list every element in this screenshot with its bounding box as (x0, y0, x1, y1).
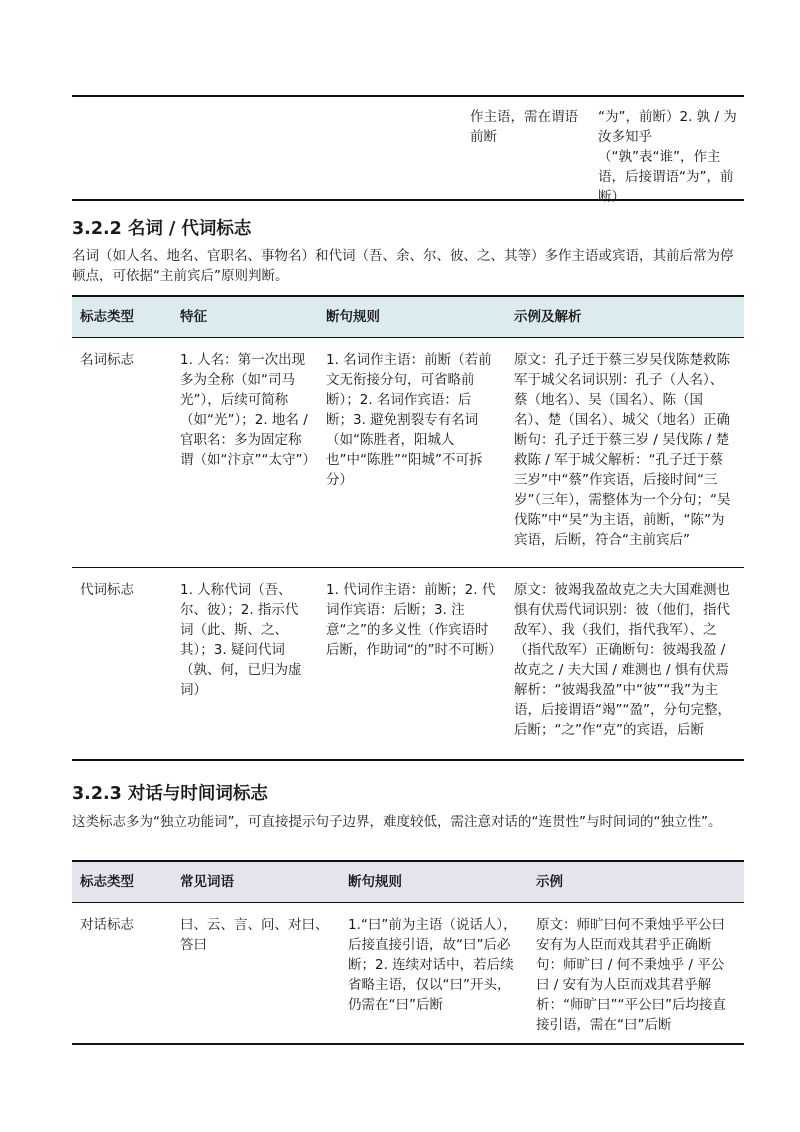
cell-type: 对话标志 (72, 903, 172, 1045)
cell-words: 曰、云、言、问、对曰、答曰 (172, 903, 340, 1045)
table-header-row (72, 296, 744, 338)
cell-type: 代词标志 (72, 568, 172, 760)
column-header: 常见词语 (172, 861, 340, 903)
cell-rule: 1. 代词作主语：前断；2. 代词作宾语：后断；3. 注意“之”的多义性（作宾语时后断，作助词“的”时不可断） (318, 568, 506, 760)
cell-type: 名词标志 (72, 338, 172, 568)
section-title: 名词 / 代词标志 (127, 219, 252, 239)
section-number: 3.2.3 (72, 784, 122, 804)
section-intro-3-2-3: 这类标志多为“独立功能词”，可直接提示句子边界，难度较低，需注意对话的“连贯性”与时间词的“独立性”。 (72, 814, 722, 830)
cell-feature: 1. 人称代词（吾、尔、彼）；2. 指示代词（此、斯、之、其）；3. 疑问代词（孰、何，已归为虚词） (172, 568, 318, 760)
section-intro-3-2-2: 名词（如人名、地名、官职名、事物名）和代词（吾、余、尔、彼、之、其等）多作主语或宾语，其前后常为停顿点，可依据“主前宾后”原则判断。 (72, 248, 734, 284)
column-header: 断句规则 (318, 296, 506, 338)
section-title: 对话与时间词标志 (127, 784, 268, 804)
cell-rule: 1.“曰”前为主语（说话人），后接直接引语，故“曰”后必断；2. 连续对话中，若后续省略主语，仅以“曰”开头，仍需在“曰”后断 (340, 903, 528, 1045)
table-row (72, 903, 744, 1045)
cell-example: 原文：孔子迁于蔡三岁吴伐陈楚救陈军于城父名词识别：孔子（人名）、蔡（地名）、吴（国名）、陈（国名）、楚（国名）、城父（地名）正确断句：孔子迁于蔡三岁 / 吴伐陈 / 楚救陈 / 军于城父解析：“孔子迁于蔡三岁”中“蔡”作宾语，后接时间“三岁”（三年），需整体为一个分句；“吴伐陈”中“吴”为主语，前断，“陈”为宾语，后断，符合“主前宾后” (506, 338, 744, 568)
cont-cell-example: “为”，前断）2. 孰 / 为汝多知乎（“孰”表“谁”，作主语，后接谓语“为”，前断） (598, 109, 737, 205)
section-heading-3-2-2 (72, 215, 251, 240)
column-header: 标志类型 (72, 861, 172, 903)
cell-example: 原文：彼竭我盈故克之夫大国难测也惧有伏焉代词识别：彼（他们，指代敌军）、我（我们，指代我军）、之（指代敌军）正确断句：彼竭我盈 / 故克之 / 夫大国 / 难测也 / 惧有伏焉解析：“彼竭我盈”中“彼”“我”为主语，后接谓语“竭”“盈”，分句完整，后断；“之”作“克”的宾语，后断 (506, 568, 744, 760)
column-header: 示例 (528, 861, 744, 903)
cell-rule: 1. 名词作主语：前断（若前文无衔接分句，可省略前断）；2. 名词作宾语：后断；3. 避免割裂专有名词（如“陈胜者，阳城人也”中“陈胜”“阳城”不可拆分） (318, 338, 506, 568)
column-header: 特征 (172, 296, 318, 338)
continued-table-row (72, 95, 744, 205)
dialogue-time-table (72, 860, 744, 1045)
table-row (72, 568, 744, 760)
table-row (72, 338, 744, 568)
section-number: 3.2.2 (72, 219, 122, 239)
section-heading-3-2-3 (72, 780, 268, 805)
column-header: 断句规则 (340, 861, 528, 903)
cell-feature: 1. 人名：第一次出现多为全称（如“司马光”），后续可简称（如“光”）；2. 地名 / 官职名：多为固定称谓（如“汴京”“太守”） (172, 338, 318, 568)
noun-pronoun-table (72, 295, 744, 761)
column-header: 示例及解析 (506, 296, 744, 338)
cell-example: 原文：师旷曰何不秉烛乎平公曰安有为人臣而戏其君乎正确断句：师旷曰 / 何不秉烛乎 / 平公曰 / 安有为人臣而戏其君乎解析：“师旷曰”“平公曰”后均接直接引语，需在“曰”后断 (528, 903, 744, 1045)
cont-cell-rule: 作主语，需在谓语前断 (470, 109, 578, 145)
column-header: 标志类型 (72, 296, 172, 338)
table-header-row (72, 861, 744, 903)
